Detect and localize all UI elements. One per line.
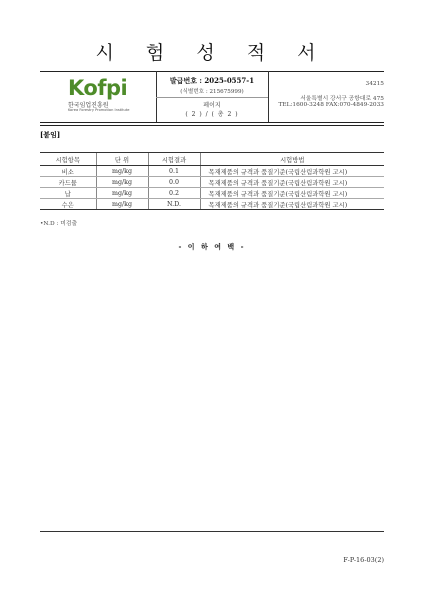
kofpi-logo [68, 76, 138, 120]
cell-test-item: 비소 [40, 166, 96, 177]
table-row [40, 177, 384, 188]
table-row [40, 166, 384, 177]
header-test-item: 시험항목 [40, 153, 96, 166]
cell-method: 목재제품의 규격과 품질기준(국립산림과학원 고시) [200, 177, 384, 188]
header-method: 시험방법 [200, 153, 384, 166]
postal-code: 34215 [365, 81, 384, 87]
header-divider-right [268, 71, 269, 122]
cell-test-item: 납 [40, 188, 96, 199]
cell-unit: mg/kg [96, 188, 148, 199]
page-label: 페이지 [203, 102, 221, 109]
cell-method: 목재제품의 규격과 품질기준(국립산림과학원 고시) [200, 166, 384, 177]
table-header-row [40, 153, 384, 166]
document-title: 시 험 성 적 서 [95, 42, 329, 64]
logo-org-english: Korea Forestry Promotion Institute [68, 108, 130, 112]
table-row [40, 199, 384, 210]
cell-test-item: 수은 [40, 199, 96, 210]
header-top-rule [40, 71, 384, 72]
cell-result: 0.1 [148, 166, 200, 177]
form-number: F-P-16-03(2) [343, 556, 384, 564]
cell-unit: mg/kg [96, 166, 148, 177]
results-table [40, 152, 384, 210]
header-result: 시험결과 [148, 153, 200, 166]
cell-test-item: 카드뮴 [40, 177, 96, 188]
address: 서울특별시 강서구 공항대로 475 [300, 96, 384, 102]
cell-method: 목재제품의 규격과 품질기준(국립산림과학원 고시) [200, 199, 384, 210]
end-of-report: - 이 하 여 백 - [178, 242, 246, 251]
issue-number: 발급번호 : 2025-0557-1 [169, 76, 255, 85]
logo-wordmark: Kofpi [68, 76, 128, 100]
nd-footnote: •N.D : 미검출 [40, 221, 78, 227]
cell-unit: mg/kg [96, 177, 148, 188]
attachment-label: [붙임] [40, 130, 61, 139]
cell-method: 목재제품의 규격과 품질기준(국립산림과학원 고시) [200, 188, 384, 199]
footer-rule [40, 531, 384, 532]
cell-result: N.D. [148, 199, 200, 210]
page-value: ( 2 ) / ( 총 2 ) [185, 111, 239, 118]
contact-tel-fax: TEL:1600-3248 FAX:070-4849-2033 [278, 102, 384, 108]
header-unit: 단 위 [96, 153, 148, 166]
table-row [40, 188, 384, 199]
header-bottom-rule [40, 122, 384, 123]
logo-org-korean: 한국임업진흥원 [68, 102, 109, 109]
identification-number: (식별번호 : 215675999) [180, 89, 244, 95]
cell-unit: mg/kg [96, 199, 148, 210]
cell-result: 0.0 [148, 177, 200, 188]
header-bottom-rule-double [40, 125, 384, 126]
cell-result: 0.2 [148, 188, 200, 199]
header-divider-middle [156, 97, 268, 98]
